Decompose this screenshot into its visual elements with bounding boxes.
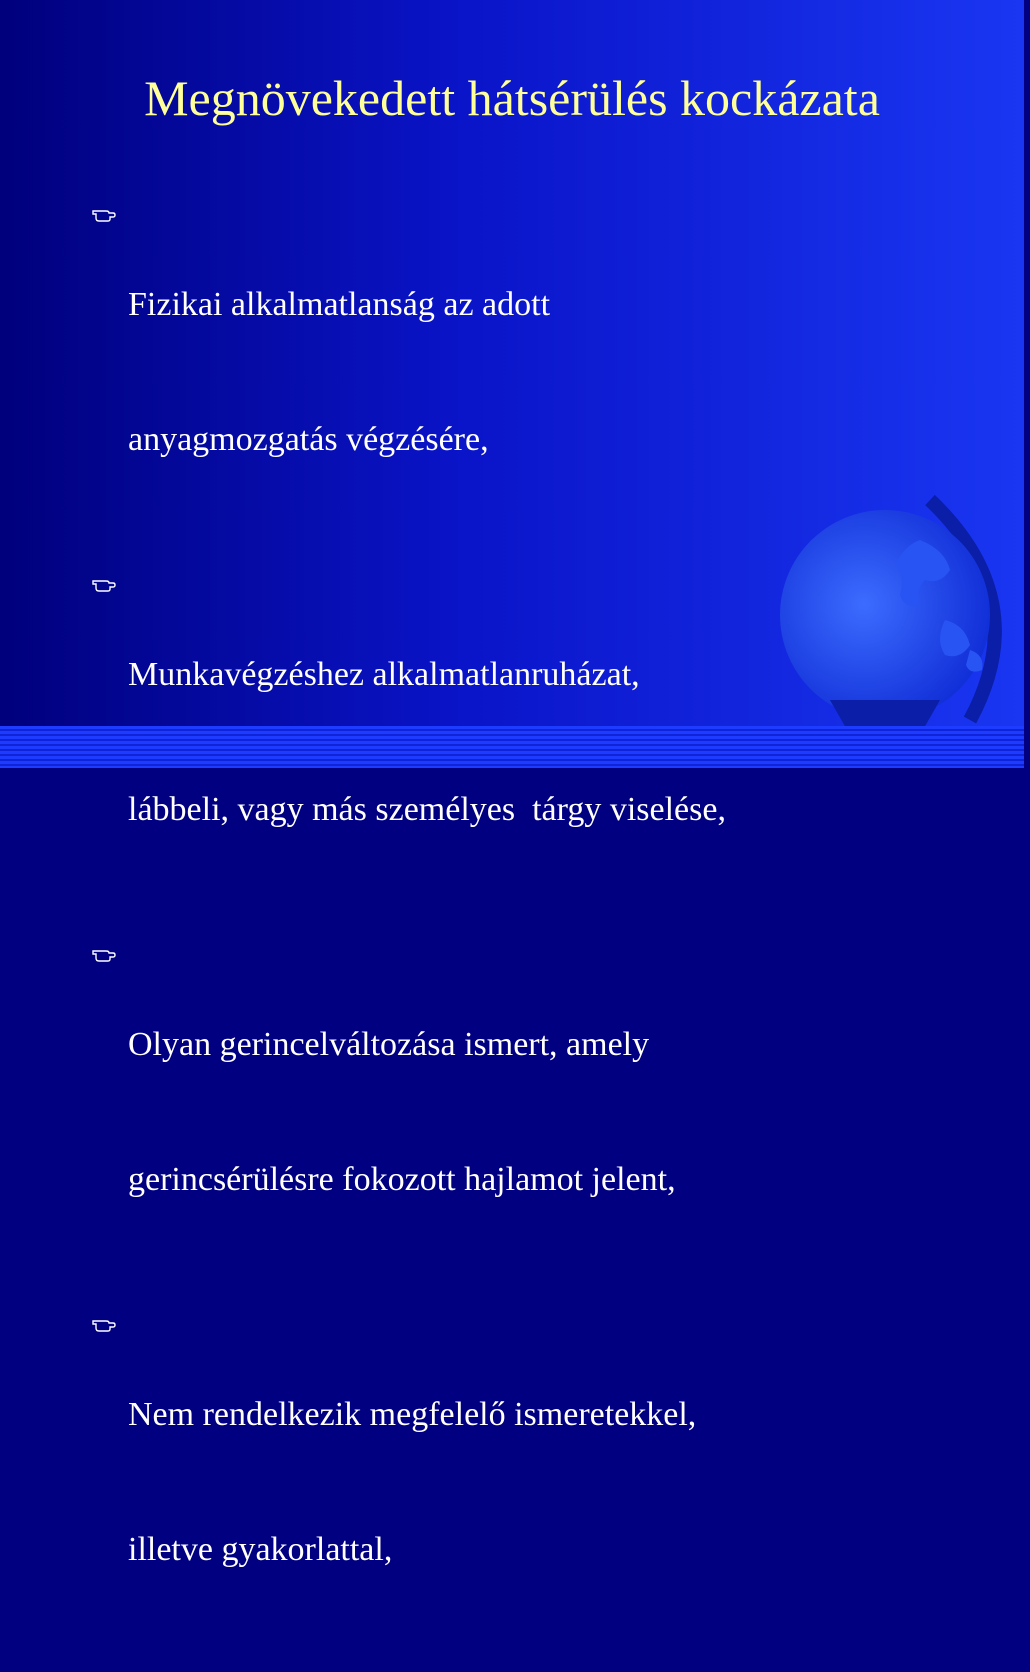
list-item xyxy=(92,932,932,1292)
bullet-list xyxy=(92,192,932,1672)
slide-title: Megnövekedett hátsérülés kockázata xyxy=(144,70,880,126)
bottom-bar xyxy=(0,726,1024,768)
list-item xyxy=(92,192,932,552)
pointing-hand-icon xyxy=(92,1316,116,1332)
pointing-hand-icon xyxy=(92,206,116,222)
pointing-hand-icon xyxy=(92,576,116,592)
bullet-line: gerincsérülésre fokozott hajlamot jelent, xyxy=(128,1161,676,1198)
bullet-line: anyagmozgatás végzésére, xyxy=(128,421,489,458)
bullet-line: Nem rendelkezik megfelelő ismeretekkel, xyxy=(128,1396,697,1433)
bullet-line: Fizikai alkalmatlanság az adott xyxy=(128,286,551,323)
bullet-line: illetve gyakorlattal, xyxy=(128,1531,393,1568)
list-item xyxy=(92,1302,932,1662)
pointing-hand-icon xyxy=(92,946,116,962)
bullet-line: Olyan gerincelváltozása ismert, amely xyxy=(128,1026,650,1063)
bullet-line: lábbeli, vagy más személyes tárgy viselése, xyxy=(128,791,726,828)
bullet-line: Munkavégzéshez alkalmatlanruházat, xyxy=(128,656,640,693)
